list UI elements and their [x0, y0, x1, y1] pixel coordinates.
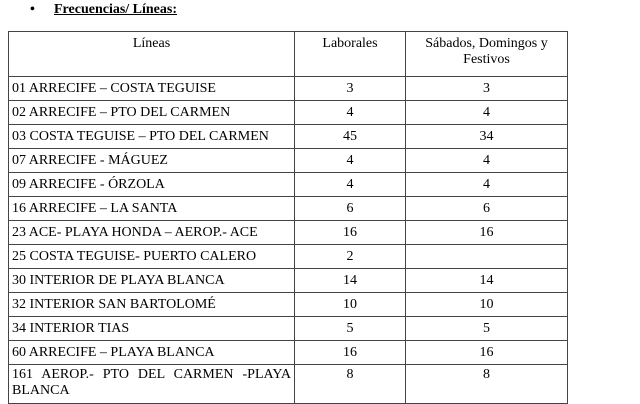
cell-weekdays: 10	[295, 293, 406, 317]
cell-weekdays: 5	[295, 317, 406, 341]
table-header-row	[9, 32, 568, 77]
cell-weekends: 10	[406, 293, 568, 317]
table-row	[9, 269, 568, 293]
cell-weekdays: 3	[295, 77, 406, 101]
cell-weekdays: 4	[295, 101, 406, 125]
table-row	[9, 173, 568, 197]
cell-line: 25 COSTA TEGUISE- PUERTO CALERO	[9, 245, 295, 269]
cell-weekdays: 4	[295, 149, 406, 173]
cell-weekdays: 8	[295, 365, 406, 404]
cell-line: 30 INTERIOR DE PLAYA BLANCA	[9, 269, 295, 293]
cell-weekends: 16	[406, 341, 568, 365]
cell-weekdays: 14	[295, 269, 406, 293]
cell-line: 02 ARRECIFE – PTO DEL CARMEN	[9, 101, 295, 125]
cell-line: 32 INTERIOR SAN BARTOLOMÉ	[9, 293, 295, 317]
cell-line: 23 ACE- PLAYA HONDA – AEROP.- ACE	[9, 221, 295, 245]
cell-weekends: 8	[406, 365, 568, 404]
cell-line: 16 ARRECIFE – LA SANTA	[9, 197, 295, 221]
cell-weekends: 14	[406, 269, 568, 293]
table-row	[9, 365, 568, 404]
cell-weekdays: 6	[295, 197, 406, 221]
cell-weekends: 16	[406, 221, 568, 245]
table-row	[9, 341, 568, 365]
table-row	[9, 77, 568, 101]
section-heading-text: Frecuencias/ Líneas:	[54, 2, 178, 17]
table-row	[9, 149, 568, 173]
cell-weekdays: 16	[295, 341, 406, 365]
cell-weekends: 5	[406, 317, 568, 341]
section-heading	[30, 0, 177, 20]
cell-weekends: 4	[406, 149, 568, 173]
cell-weekends: 4	[406, 101, 568, 125]
header-weekdays: Laborales	[295, 32, 406, 77]
cell-weekends: 34	[406, 125, 568, 149]
cell-line: 09 ARRECIFE - ÓRZOLA	[9, 173, 295, 197]
cell-weekends	[406, 245, 568, 269]
table-row	[9, 197, 568, 221]
table-row	[9, 221, 568, 245]
bullet-icon: •	[30, 2, 35, 17]
cell-weekends: 3	[406, 77, 568, 101]
header-lines: Líneas	[9, 32, 295, 77]
cell-weekends: 6	[406, 197, 568, 221]
header-weekends: Sábados, Domingos y Festivos	[406, 32, 568, 77]
cell-weekdays: 45	[295, 125, 406, 149]
cell-line: 07 ARRECIFE - MÁGUEZ	[9, 149, 295, 173]
cell-weekends: 4	[406, 173, 568, 197]
table-row	[9, 245, 568, 269]
cell-weekdays: 4	[295, 173, 406, 197]
cell-line: 161 AEROP.- PTO DEL CARMEN -PLAYA BLANCA	[9, 365, 295, 404]
cell-line: 34 INTERIOR TIAS	[9, 317, 295, 341]
table-row	[9, 125, 568, 149]
cell-line: 60 ARRECIFE – PLAYA BLANCA	[9, 341, 295, 365]
table-row	[9, 101, 568, 125]
cell-line: 03 COSTA TEGUISE – PTO DEL CARMEN	[9, 125, 295, 149]
cell-weekdays: 16	[295, 221, 406, 245]
table-row	[9, 317, 568, 341]
cell-weekdays: 2	[295, 245, 406, 269]
table-row	[9, 293, 568, 317]
cell-line: 01 ARRECIFE – COSTA TEGUISE	[9, 77, 295, 101]
frequency-table	[8, 31, 568, 404]
